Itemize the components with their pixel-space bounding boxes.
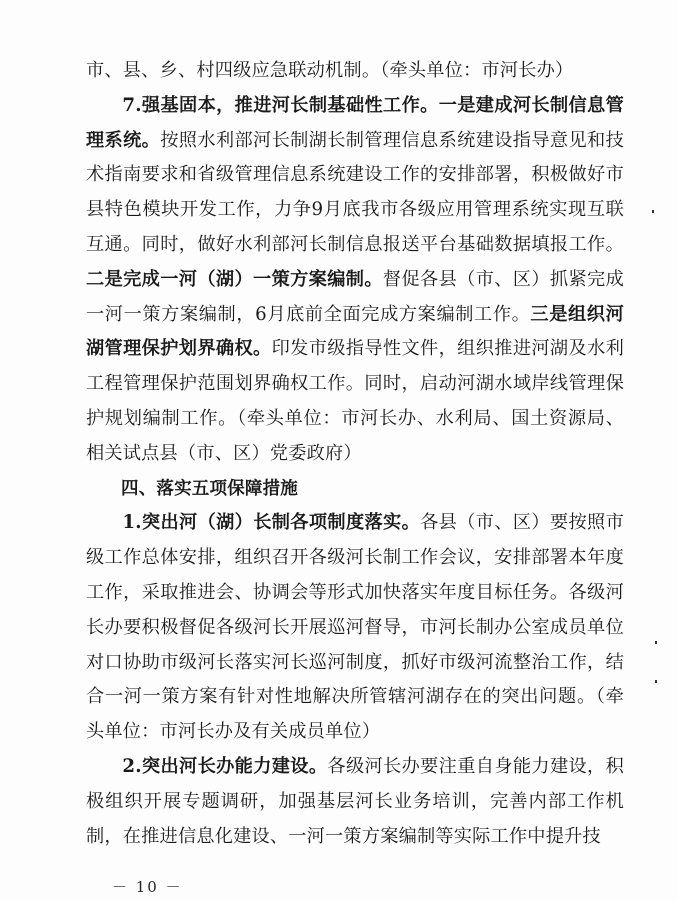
item-7-sub3-body: 印发市级指导性文件，组织推进河湖及水利工程管理保护范围划界确权工作。同时，启动河湖水域岸线管理保护规划编制工作。（牵头单位：市河长办、水利局、国土资源局、相关试点县（市、区）党委政府） xyxy=(86,338,624,464)
item-7-sub2-body: 督促各县（市、区）抓紧完成一河一策方案编制，6月底前全面完成方案编制工作。 xyxy=(86,268,624,325)
item-1-body: 各县（市、区）要按照市级工作总体安排，组织召开各级河长制工作会议，安排部署本年度工作，采取推进会、协调会等形式加快落实年度目标任务。各级河长办要积极督促各级河长开展巡河督导，市河长制办公室成员单位对口协助市级河长落实河长巡河制度，抓好市级河流整治工作，结合一河一策方案有针对性地解决所管辖河湖存在的突出问题。（牵头单位：市河长办及有关成员单位） xyxy=(86,512,624,743)
item-2-paragraph xyxy=(86,750,624,854)
section-4-heading: 四、落实五项保障措施 xyxy=(121,478,298,499)
item-2-title: 2.突出河长办能力建设。 xyxy=(122,755,328,777)
continuation-line xyxy=(86,54,624,89)
item-7-paragraph xyxy=(86,89,624,472)
item-7-sub1-body: 按照水利部河长制湖长制管理信息系统建设指导意见和技术指南要求和省级管理信息系统建设工作的安排部署，积极做好市县特色模块开发工作，力争9月底我市各级应用管理系统实现互联互通。同时，做好水利部河长制信息报送平台基础数据填报工作。 xyxy=(86,129,624,255)
item-7-title: 7.强基固本，推进河长制基础性工作。 xyxy=(122,94,439,116)
scan-speck xyxy=(655,680,657,683)
item-7-sub3-title: 三是组织河湖管理保护划界确权。 xyxy=(86,303,624,360)
document-body xyxy=(86,54,624,854)
page-number: － 10 － xyxy=(112,878,183,896)
item-7-sub1-title: 一是建成河长制信息管理系统。 xyxy=(86,94,624,151)
item-7-sub2-title: 二是完成一河（湖）一策方案编制。 xyxy=(86,268,383,290)
scan-speck xyxy=(655,641,657,644)
continuation-text: 市、县、乡、村四级应急联动机制。（牵头单位：市河长办） xyxy=(86,60,574,81)
scan-speck xyxy=(652,210,654,213)
item-2-body: 各级河长办要注重自身能力建设，积极组织开展专题调研，加强基层河长业务培训，完善内部工作机制，在推进信息化建设、一河一策方案编制等实际工作中提升技 xyxy=(86,755,624,847)
item-1-title: 1.突出河（湖）长制各项制度落实。 xyxy=(122,512,421,534)
item-1-paragraph xyxy=(86,506,624,750)
